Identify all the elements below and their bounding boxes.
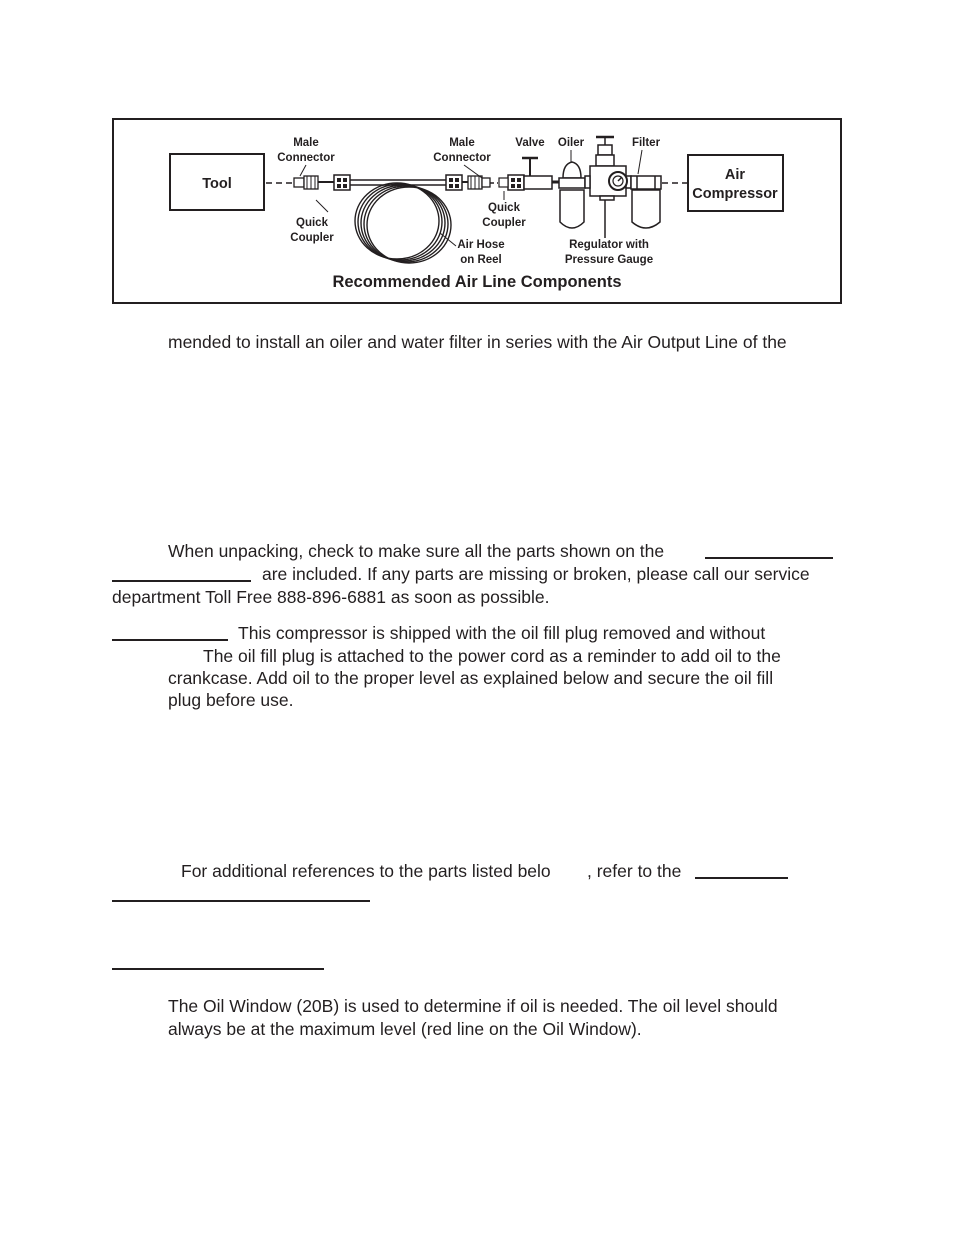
paragraph-3-line-2: The oil fill plug is attached to the power cord as a reminder to add oil to the <box>203 646 781 666</box>
quick-coupler-2-label-line1: Quick <box>488 202 520 214</box>
air-hose-reel-icon <box>355 183 451 263</box>
pressure-gauge-icon <box>609 172 627 190</box>
quick-coupler-2-icon <box>499 175 524 190</box>
oiler-label: Oiler <box>557 137 585 149</box>
quick-coupler-1-label-line1: Quick <box>296 217 328 229</box>
male-connector-1-label-line2: Connector <box>277 152 335 164</box>
paragraph-2-line-3: department Toll Free 888-896-6881 as soon as possible. <box>112 587 550 607</box>
paragraph-4-line-1a: For additional references to the parts listed belo <box>181 861 551 881</box>
male-connector-1-icon <box>294 176 318 189</box>
male-connector-2-label-line2: Connector <box>433 152 491 164</box>
air-hose-label-line1: Air Hose <box>457 239 505 251</box>
underline-blank <box>112 639 228 641</box>
paragraph-5-line-2: always be at the maximum level (red line on the Oil Window). <box>168 1019 642 1039</box>
regulator-label-line1: Regulator with <box>569 239 649 251</box>
male-connector-1-leader <box>300 165 306 176</box>
paragraph-5-line-1: The Oil Window (20B) is used to determine if oil is needed. The oil level should <box>168 996 778 1016</box>
air-compressor-box <box>688 155 783 211</box>
quick-coupler-mid-icon <box>446 175 462 190</box>
paragraph-3-line-3: crankcase. Add oil to the proper level as explained below and secure the oil fill <box>168 668 774 688</box>
paragraph-1-line-1: mended to install an oiler and water filter in series with the Air Output Line of the <box>168 332 787 352</box>
compressor-label-line1: Air <box>724 167 746 183</box>
quick-coupler-2-label-line2: Coupler <box>482 217 526 229</box>
underline-blank <box>705 557 833 559</box>
oiler-icon <box>559 162 585 228</box>
regulator-label-line2: Pressure Gauge <box>564 254 654 266</box>
valve-icon <box>522 158 552 189</box>
diagram-title: Recommended Air Line Components <box>332 273 622 291</box>
quick-coupler-1-icon <box>318 175 350 190</box>
valve-label: Valve <box>515 137 545 149</box>
air-line-components-diagram <box>112 118 842 304</box>
paragraph-4-line-1b: , refer to the <box>587 861 682 881</box>
underline-blank <box>695 877 788 879</box>
paragraph-2-line-1: When unpacking, check to make sure all the parts shown on the <box>168 541 665 561</box>
filter-label: Filter <box>631 137 661 149</box>
quick-coupler-1-leader <box>316 200 328 212</box>
underline-blank <box>112 900 370 902</box>
air-hose-label-line2: on Reel <box>460 254 502 266</box>
quick-coupler-1-label-line2: Coupler <box>290 232 334 244</box>
paragraph-2-line-2: are included. If any parts are missing or broken, please call our service <box>262 564 810 584</box>
paragraph-3-line-1: This compressor is shipped with the oil fill plug removed and without <box>238 623 766 643</box>
underline-blank <box>112 968 324 970</box>
filter-icon <box>631 176 661 228</box>
male-connector-2-icon <box>462 176 498 189</box>
male-connector-1-label-line1: Male <box>293 137 319 149</box>
compressor-label-line2: Compressor <box>692 186 778 202</box>
underline-blank <box>112 580 251 582</box>
filter-leader <box>638 150 642 174</box>
male-connector-2-label-line1: Male <box>449 137 475 149</box>
tool-label: Tool <box>202 176 232 192</box>
paragraph-3-line-4: plug before use. <box>168 690 294 710</box>
